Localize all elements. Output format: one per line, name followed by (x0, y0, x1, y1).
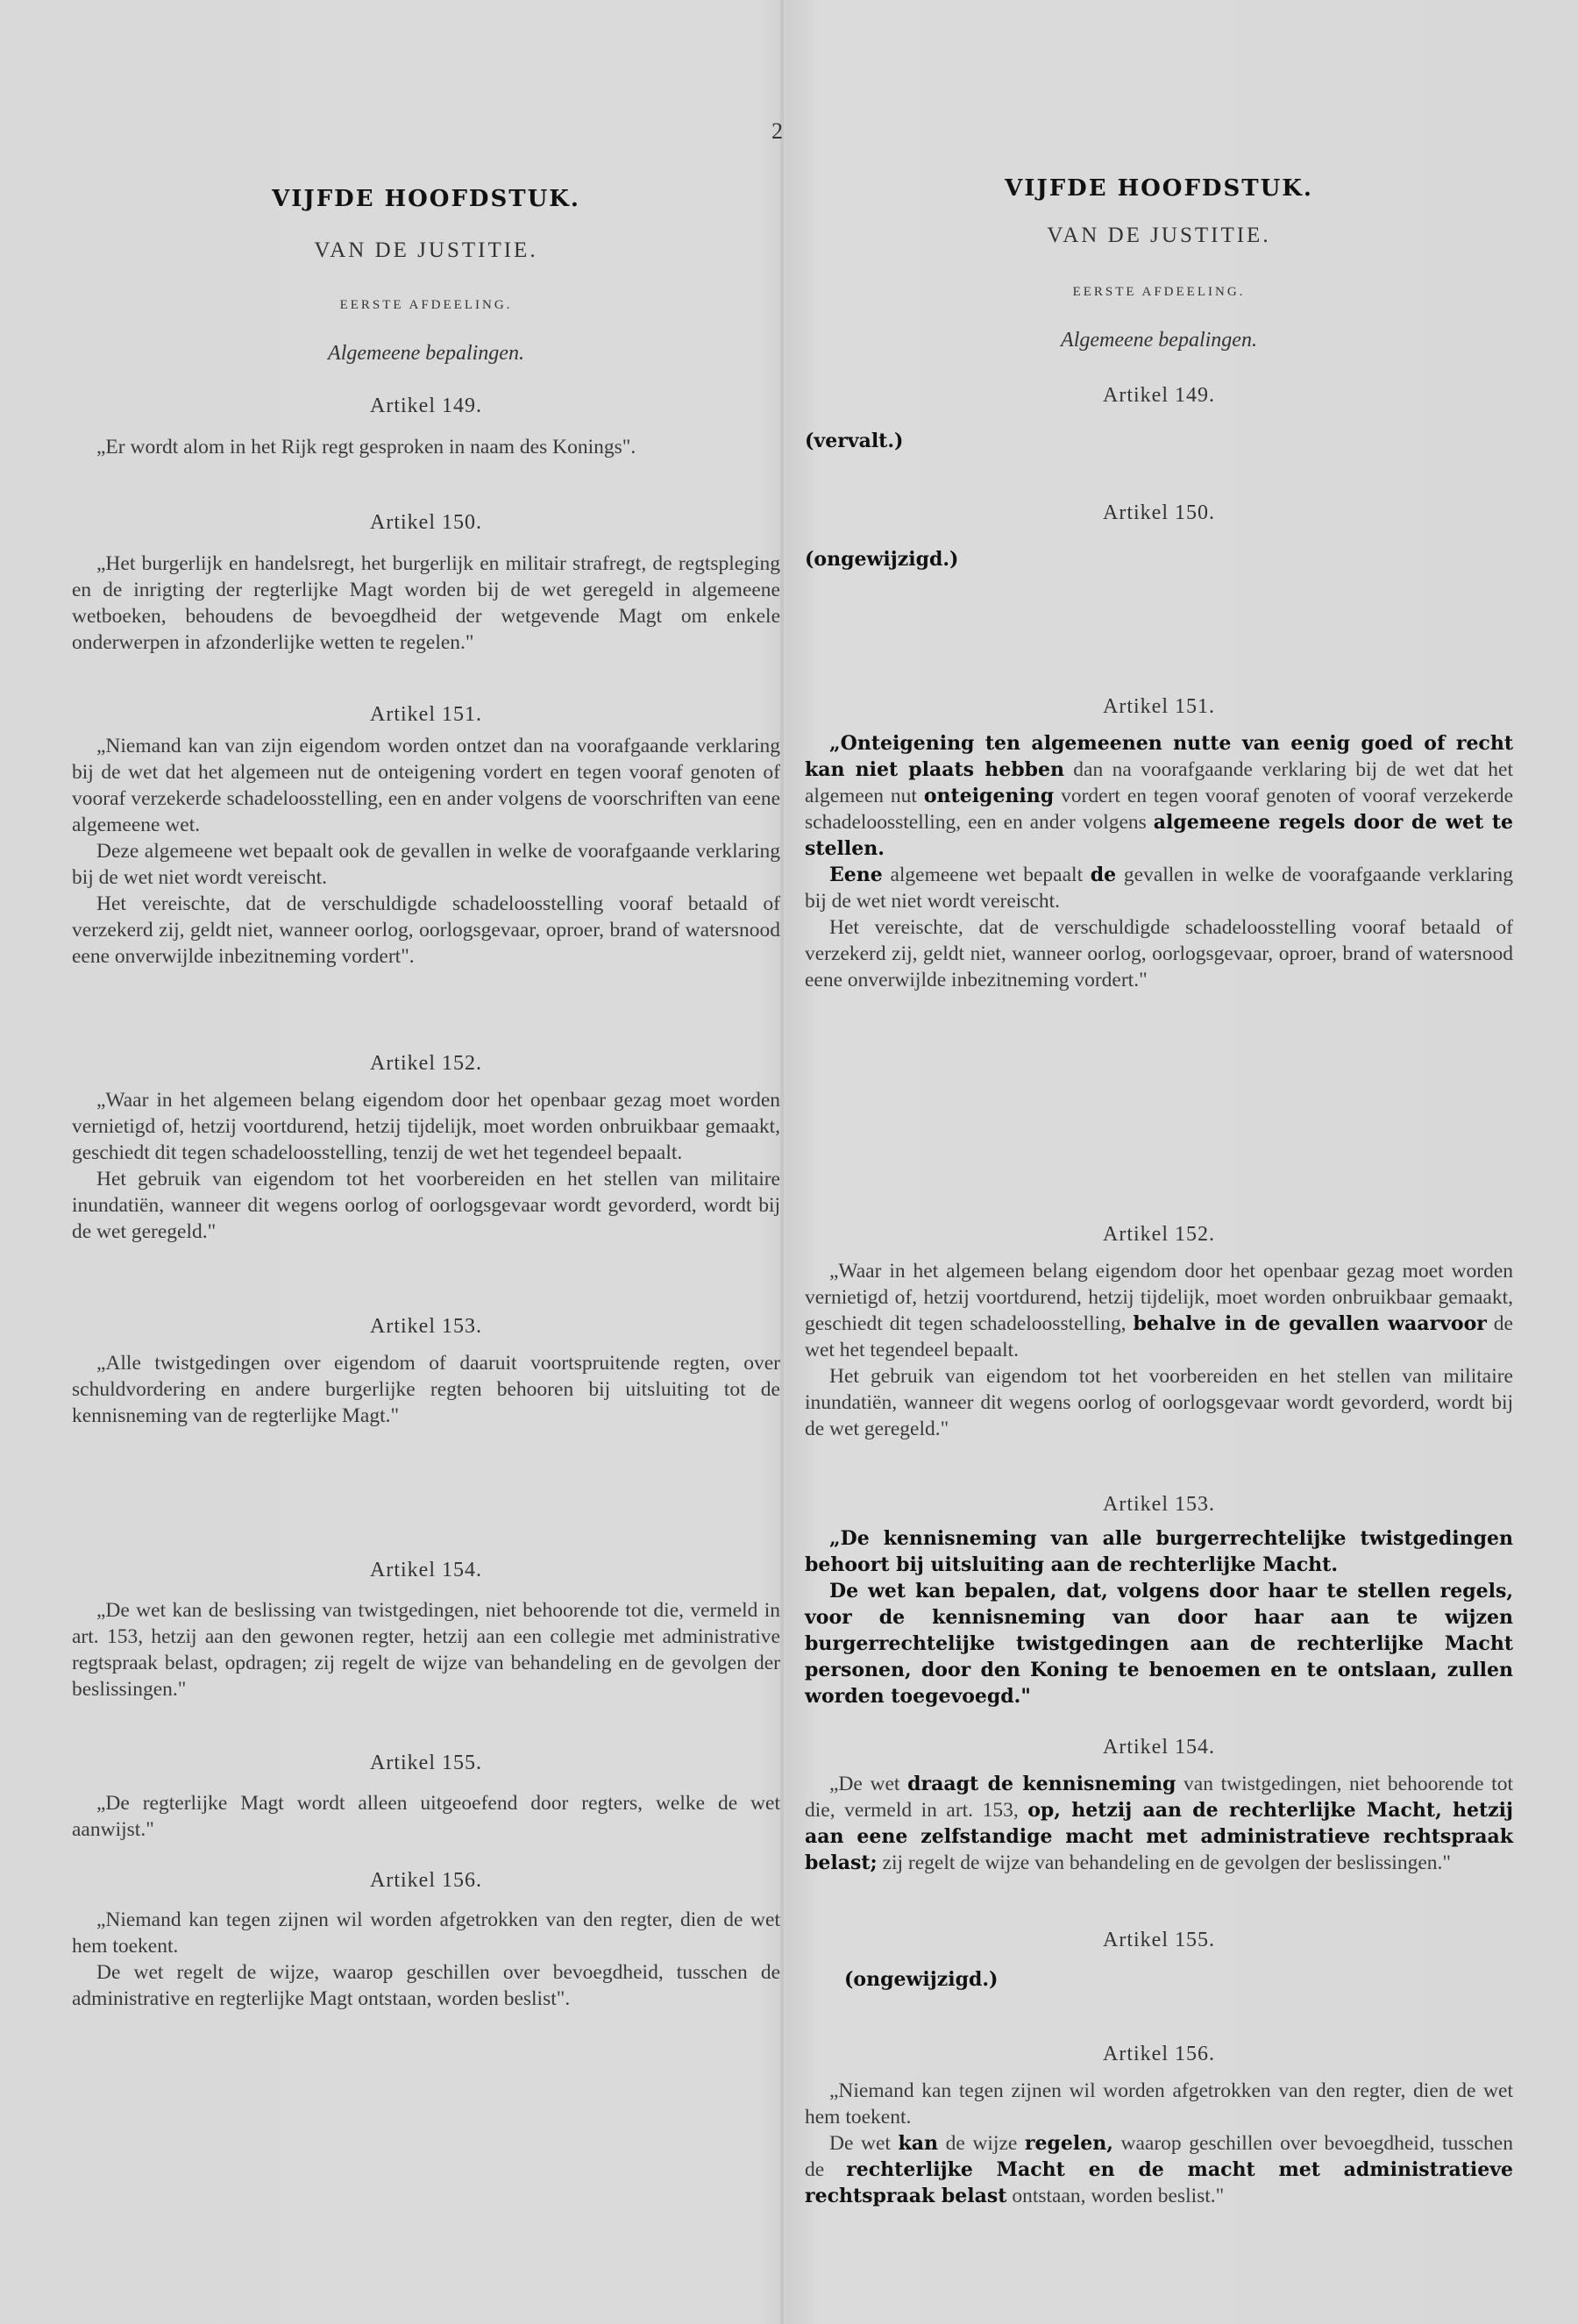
chapter-title: VIJFDE HOOFDSTUK. (272, 186, 580, 212)
chapter-subtitle: VAN DE JUSTITIE. (314, 238, 538, 262)
chapter-subtitle: VAN DE JUSTITIE. (1047, 224, 1271, 247)
article-heading: Artikel 153. (370, 1315, 482, 1338)
article-paragraph: Eene algemeene wet bepaalt de gevallen in welke de voorafgaande verklaring bij de wet niet wordt vereischt. (805, 864, 1513, 913)
page-fold (780, 0, 784, 2324)
chapter-title: VIJFDE HOOFDSTUK. (1005, 175, 1313, 202)
article-paragraph: „Niemand kan tegen zijnen wil worden afgetrokken van den regter, dien de wet hem toekent. (805, 2079, 1513, 2129)
article-paragraph: „De wet draagt de kennisneming van twistgedingen, niet behoorende tot die, vermeld in art. 153, op, hetzij aan de rechterlijke Macht, hetzij aan eene zelfstandige macht met administratieve rechtspraak belast; zij regelt de wijze van behandeling en de gevolgen der beslissingen." (805, 1773, 1513, 1874)
section-heading: Algemeene bepalingen. (1061, 329, 1257, 352)
article-paragraph: De wet kan bepalen, dat, volgens door haar te stellen regels, voor de kennisneming van door haar aan te wijzen burgerrechtelijke twistgedingen aan de rechterlijke Macht personen, door den Koning te benoemen en te ontslaan, zullen worden toegevoegd." (805, 1580, 1513, 1708)
article-paragraph: „Er wordt alom in het Rijk regt gesproken in naam des Konings". (96, 436, 636, 458)
article-heading: Artikel 149. (370, 394, 482, 417)
article-heading: Artikel 151. (1103, 695, 1215, 718)
article-heading: Artikel 152. (370, 1052, 482, 1075)
article-paragraph: „De regterlijke Magt wordt alleen uitgeoefend door regters, welke de wet aanwijst." (72, 1792, 780, 1841)
article-paragraph: „De kennisneming van alle burgerrechtelijke twistgedingen behoort bij uitsluiting aan de rechterlijke Macht. (805, 1527, 1513, 1576)
article-status: (ongewijzigd.) (805, 548, 959, 571)
article-paragraph: „Het burgerlijk en handelsregt, het burgerlijk en militair strafregt, de regtspleging en de inrigting der regterlijke Magt worden bij de wet geregeld in algemeene wetboeken, behoudens de bevoegdheid der wetgevende Magt om enkele onderwerpen in afzonderlijke wetten te regelen." (72, 552, 780, 654)
section-heading: Algemeene bepalingen. (328, 342, 524, 365)
article-paragraph: „Onteigening ten algemeenen nutte van eenig goed of recht kan niet plaats hebben dan na voorafgaande verklaring bij de wet dat het algemeen nut onteigening vordert en tegen vooraf genoten of vooraf verzekerde schadeloosstelling, een en ander volgens algemeene regels door de wet te stellen. (805, 732, 1513, 860)
article-heading: Artikel 150. (1103, 501, 1215, 524)
article-paragraph: Het gebruik van eigendom tot het voorbereiden en het stellen van militaire inundatiën, wanneer dit wegens oorlog of oorlogsgevaar wordt gevorderd, wordt bij de wet geregeld." (72, 1168, 780, 1243)
article-heading: Artikel 150. (370, 511, 482, 534)
article-heading: Artikel 154. (1103, 1736, 1215, 1759)
division-title: EERSTE AFDEELING. (1072, 285, 1246, 299)
article-heading: Artikel 156. (370, 1869, 482, 1892)
article-status: (vervalt.) (805, 430, 904, 452)
article-paragraph: „Waar in het algemeen belang eigendom door het openbaar gezag moet worden vernietigd of, hetzij voortdurend, hetzij tijdelijk, moet worden onbruikbaar gemaakt, geschiedt dit tegen schadeloosstelling, tenzij de wet het tegendeel bepaalt. (72, 1089, 780, 1164)
article-heading: Artikel 154. (370, 1559, 482, 1581)
article-paragraph: „Niemand kan van zijn eigendom worden ontzet dan na voorafgaande verklaring bij de wet dat het algemeen nut de onteigening vordert en tegen vooraf genoten of vooraf verzekerde schadeloosstelling, een en ander volgens de voorschriften van eene algemeene wet. (72, 735, 780, 836)
article-paragraph: „Alle twistgedingen over eigendom of daaruit voortspruitende regten, over schuldvordering en andere burgerlijke regten behooren bij uitsluiting tot de kennisneming van de regterlijke Magt." (72, 1352, 780, 1427)
article-heading: Artikel 153. (1103, 1493, 1215, 1516)
article-status: (ongewijzigd.) (844, 1968, 999, 1991)
article-paragraph: „Niemand kan tegen zijnen wil worden afgetrokken van den regter, dien de wet hem toekent. (72, 1908, 780, 1958)
article-heading: Artikel 156. (1103, 2043, 1215, 2065)
article-paragraph: Deze algemeene wet bepaalt ook de gevallen in welke de voorafgaande verklaring bij de wet niet wordt vereischt. (72, 840, 780, 889)
article-heading: Artikel 149. (1103, 384, 1215, 407)
article-paragraph: Het vereischte, dat de verschuldigde schadeloosstelling vooraf betaald of verzekerd zij, geldt niet, wanneer oorlog, oorlogsgevaar, oproer, brand of watersnood eene onverwijlde inbezitneming vordert." (805, 916, 1513, 991)
article-heading: Artikel 155. (370, 1752, 482, 1774)
article-paragraph: Het gebruik van eigendom tot het voorbereiden en het stellen van militaire inundatiën, wanneer dit wegens oorlog of oorlogsgevaar wordt gevorderd, wordt bij de wet geregeld." (805, 1365, 1513, 1440)
article-heading: Artikel 152. (1103, 1223, 1215, 1246)
article-heading: Artikel 155. (1103, 1929, 1215, 1951)
article-paragraph: De wet regelt de wijze, waarop geschillen over bevoegdheid, tusschen de administrative en regterlijke Magt ontstaan, worden beslist". (72, 1961, 780, 2010)
page-number: 2 (771, 118, 783, 144)
article-paragraph: Het vereischte, dat de verschuldigde schadeloosstelling vooraf betaald of verzekerd zij, geldt niet, wanneer oorlog, oorlogsgevaar, oproer, brand of watersnood eene onverwijlde inbezitneming vordert". (72, 892, 780, 968)
article-paragraph: „Waar in het algemeen belang eigendom door het openbaar gezag moet worden vernietigd of, hetzij voortdurend, hetzij tijdelijk, moet worden onbruikbaar gemaakt, geschiedt dit tegen schadeloosstelling, behalve in de gevallen waarvoor de wet het tegendeel bepaalt. (805, 1260, 1513, 1361)
article-heading: Artikel 151. (370, 703, 482, 726)
article-paragraph: De wet kan de wijze regelen, waarop geschillen over bevoegdheid, tusschen de rechterlijke Macht en de macht met administratieve rechtspraak belast ontstaan, worden beslist." (805, 2132, 1513, 2207)
division-title: EERSTE AFDEELING. (339, 298, 513, 312)
article-paragraph: „De wet kan de beslissing van twistgedingen, niet behoorende tot die, vermeld in art. 153, hetzij aan den gewonen regter, hetzij aan een collegie met administrative regtspraak belast, opdragen; zij regelt de wijze van behandeling en de gevolgen der beslissingen." (72, 1599, 780, 1701)
